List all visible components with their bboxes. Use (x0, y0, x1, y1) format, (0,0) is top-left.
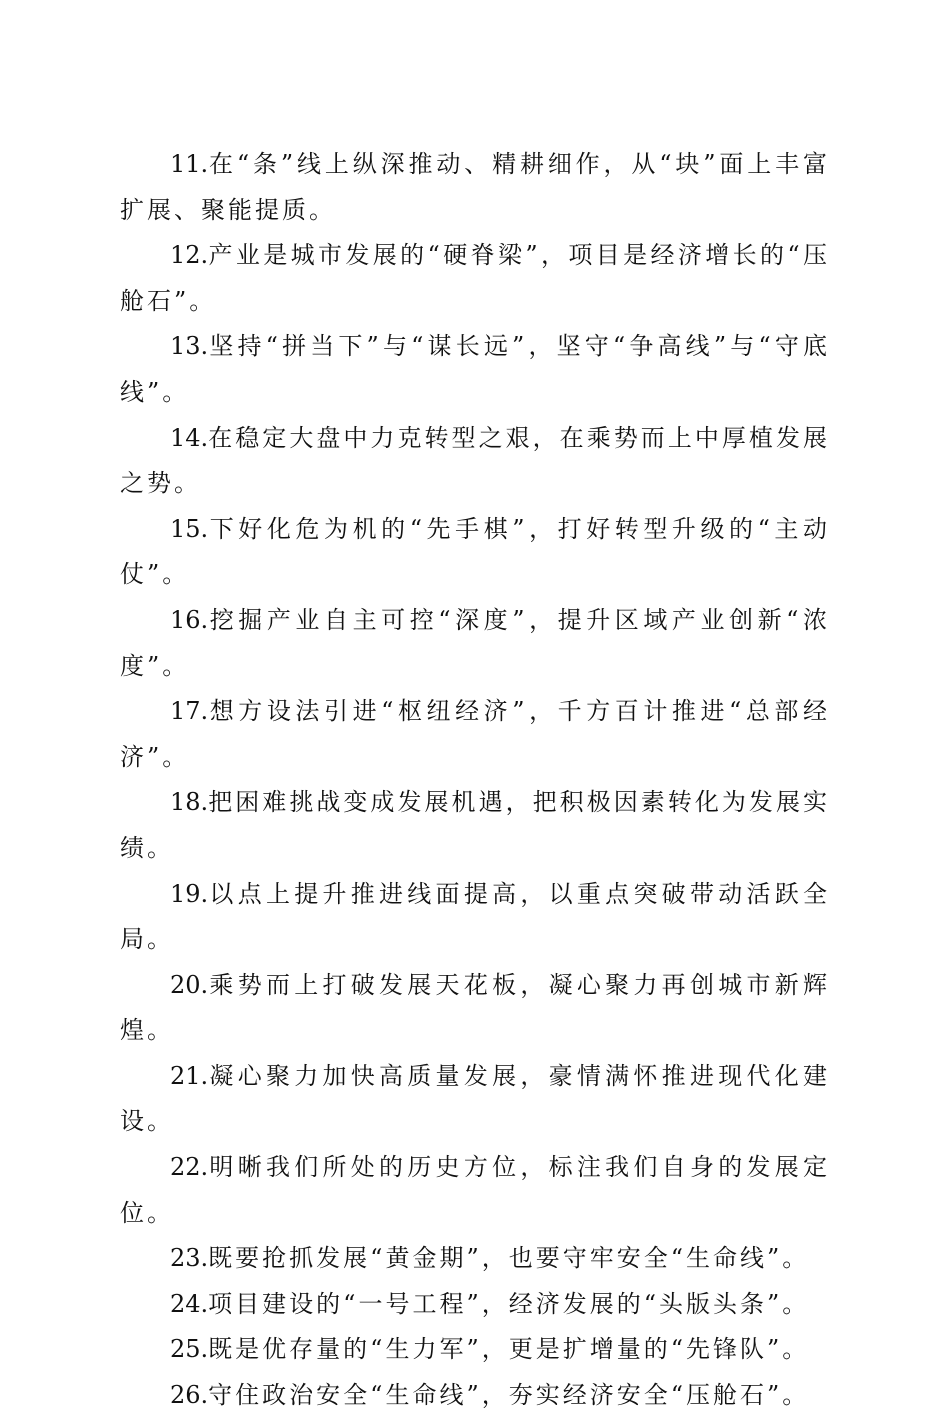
item-number: 23. (170, 1244, 209, 1273)
item-number: 20. (170, 970, 209, 999)
item-text: 坚持“拼当下”与“谋长远”，坚守“争高线”与“守底线”。 (120, 332, 830, 406)
item-number: 24. (170, 1289, 209, 1318)
item-text: 以点上提升推进线面提高，以重点突破带动活跃全局。 (120, 879, 830, 954)
list-item (120, 1236, 830, 1282)
list-item (120, 1145, 830, 1236)
list-item (120, 1373, 830, 1419)
item-number: 12. (170, 241, 209, 270)
document-body (120, 142, 830, 1419)
list-item (120, 416, 830, 507)
item-text: 在“条”线上纵深推动、精耕细作，从“块”面上丰富扩展、聚能提质。 (120, 150, 830, 224)
item-text: 项目建设的“一号工程”，经济发展的“头版头条”。 (208, 1289, 810, 1318)
list-item (120, 963, 830, 1054)
item-number: 14. (170, 423, 209, 452)
item-number: 18. (170, 788, 209, 817)
list-item (120, 507, 830, 598)
item-text: 挖掘产业自主可控“深度”，提升区域产业创新“浓度”。 (120, 605, 830, 680)
item-number: 21. (170, 1061, 209, 1090)
item-number: 17. (170, 697, 209, 726)
item-text: 守住政治安全“生命线”，夯实经济安全“压舱石”。 (208, 1381, 810, 1410)
list-item (120, 142, 830, 233)
item-text: 在稳定大盘中力克转型之艰，在乘势而上中厚植发展之势。 (120, 423, 830, 498)
item-text: 凝心聚力加快高质量发展，豪情满怀推进现代化建设。 (120, 1061, 830, 1136)
item-number: 25. (170, 1335, 209, 1364)
item-number: 16. (170, 605, 209, 634)
list-item (120, 324, 830, 415)
list-item (120, 233, 830, 324)
list-item (120, 1282, 830, 1328)
item-text: 明晰我们所处的历史方位，标注我们自身的发展定位。 (120, 1153, 830, 1227)
list-item (120, 872, 830, 963)
item-text: 乘势而上打破发展天花板，凝心聚力再创城市新辉煌。 (120, 970, 830, 1045)
item-text: 既要抢抓发展“黄金期”，也要守牢安全“生命线”。 (208, 1244, 810, 1273)
item-number: 11. (170, 150, 209, 178)
item-number: 19. (170, 879, 209, 908)
item-text: 想方设法引进“枢纽经济”，千方百计推进“总部经济”。 (120, 697, 830, 771)
item-text: 下好化危为机的“先手棋”，打好转型升级的“主动仗”。 (120, 514, 830, 589)
item-text: 产业是城市发展的“硬脊梁”，项目是经济增长的“压舱石”。 (120, 241, 830, 315)
list-item (120, 1327, 830, 1373)
list-item (120, 780, 830, 871)
item-number: 26. (170, 1381, 209, 1410)
item-text: 把困难挑战变成发展机遇，把积极因素转化为发展实绩。 (120, 788, 830, 862)
item-number: 22. (170, 1153, 209, 1182)
list-item (120, 689, 830, 780)
item-text: 既是优存量的“生力军”，更是扩增量的“先锋队”。 (208, 1335, 810, 1364)
list-item (120, 1054, 830, 1145)
list-item (120, 598, 830, 689)
item-number: 13. (170, 332, 209, 361)
item-number: 15. (170, 514, 209, 543)
